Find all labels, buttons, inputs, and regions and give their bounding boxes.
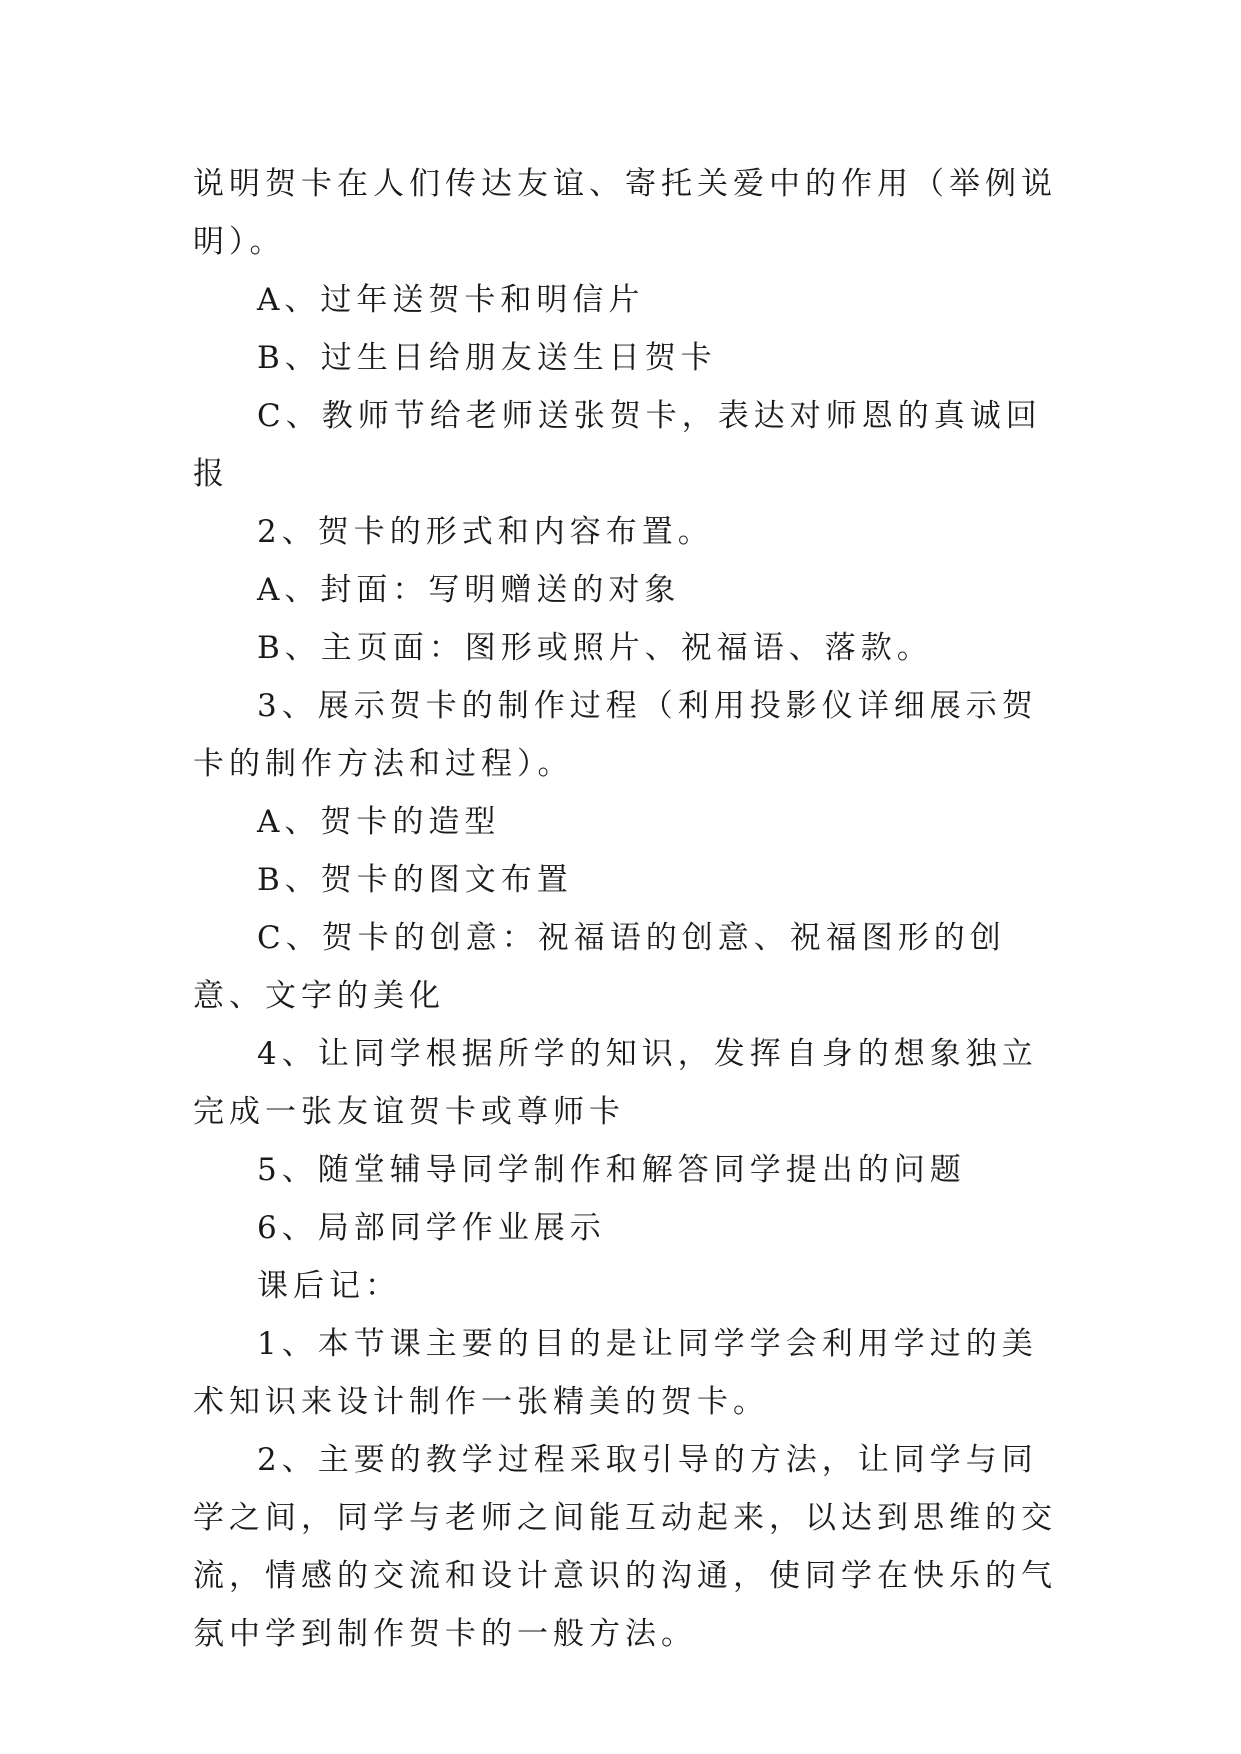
section-6-paragraph: 6、局部同学作业展示 <box>257 1210 606 1246</box>
notes-item-1: 1、本节课主要的目的是让同学学会利用学过的美术知识来设计制作一张精美的贺卡。 <box>193 1326 1038 1420</box>
list-item-b-layout: B、贺卡的图文布置 <box>257 862 573 898</box>
section-3-heading: 3、展示贺卡的制作过程（利用投影仪详细展示贺卡的制作方法和过程）。 <box>193 688 1038 782</box>
list-item-c-creativity: C、贺卡的创意：祝福语的创意、祝福图形的创意、文字的美化 <box>193 920 1006 1014</box>
list-item-a-new-year: A、过年送贺卡和明信片 <box>257 282 645 318</box>
after-class-notes-heading: 课后记： <box>257 1268 401 1304</box>
section-2-heading: 2、贺卡的形式和内容布置。 <box>257 514 714 550</box>
paragraph-intro: 说明贺卡在人们传达友谊、寄托关爱中的作用（举例说明）。 <box>193 166 1057 260</box>
list-item-c-teachers-day: C、教师节给老师送张贺卡，表达对师恩的真诚回报 <box>193 398 1042 492</box>
notes-item-2: 2、主要的教学过程采取引导的方法，让同学与同学之间，同学与老师之间能互动起来，以达到思维的交流，情感的交流和设计意识的沟通，使同学在快乐的气氛中学到制作贺卡的一般方法。 <box>193 1442 1057 1652</box>
list-item-b-main-page: B、主页面：图形或照片、祝福语、落款。 <box>257 630 933 666</box>
list-item-b-birthday: B、过生日给朋友送生日贺卡 <box>257 340 717 376</box>
section-5-paragraph: 5、随堂辅导同学制作和解答同学提出的问题 <box>257 1152 966 1188</box>
document-body <box>193 155 1073 1663</box>
list-item-a-cover: A、封面：写明赠送的对象 <box>257 572 681 608</box>
section-4-paragraph: 4、让同学根据所学的知识，发挥自身的想象独立完成一张友谊贺卡或尊师卡 <box>193 1036 1038 1130</box>
list-item-a-shape: A、贺卡的造型 <box>257 804 501 840</box>
